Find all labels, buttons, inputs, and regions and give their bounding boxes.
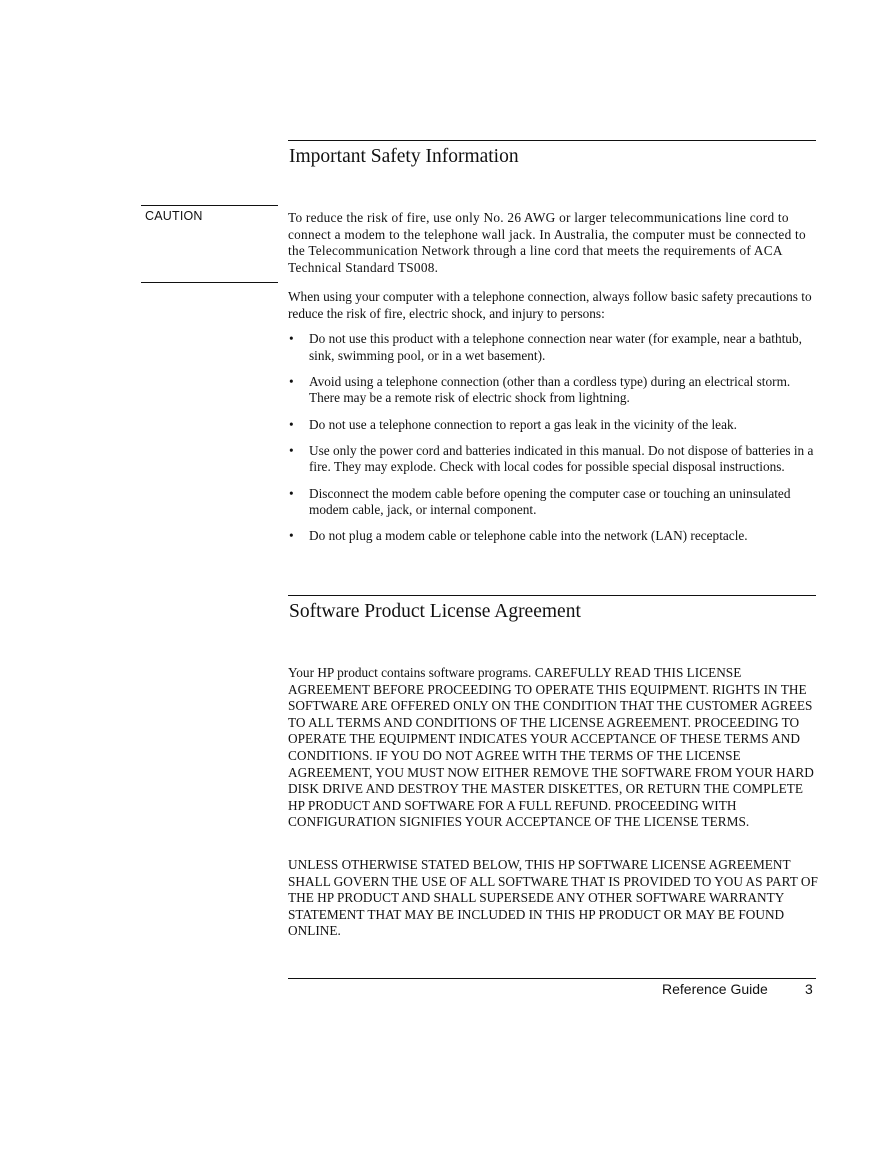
heading-license: Software Product License Agreement (289, 601, 581, 622)
license-paragraph-2: UNLESS OTHERWISE STATED BELOW, THIS HP SOFTWARE LICENSE AGREEMENT SHALL GOVERN THE USE OF ALL SOFTWARE THAT IS PROVIDED TO YOU AS PART OF THE HP PRODUCT AND SHALL SUPERSEDE ANY OTHER SOFTWARE WARRANTY STATEMENT THAT MAY BE INCLUDED IN THIS HP PRODUCT OR MAY BE FOUND ONLINE. (288, 857, 818, 939)
footer-title: Reference Guide (662, 981, 768, 997)
list-item-text: Disconnect the modem cable before opening the computer case or touching an uninsulated modem cable, jack, or internal component. (309, 485, 791, 518)
list-item (288, 331, 818, 364)
list-item-text: Use only the power cord and batteries indicated in this manual. Do not dispose of batteries in a fire. They may explode. Check with local codes for possible special disposal instructions. (309, 442, 814, 475)
bullet-icon: • (289, 528, 294, 544)
footer-rule (288, 978, 816, 979)
bullet-icon: • (289, 485, 294, 501)
list-item (288, 374, 818, 407)
list-item (288, 443, 818, 476)
bullet-icon: • (289, 416, 294, 432)
caution-label: CAUTION (145, 209, 203, 223)
list-item-text: Avoid using a telephone connection (other than a cordless type) during an electrical storm. There may be a remote risk of electric shock from lightning. (309, 373, 791, 406)
safety-intro: When using your computer with a telephone connection, always follow basic safety precautions to reduce the risk of fire, electric shock, and injury to persons: (288, 289, 812, 321)
bullet-icon: • (289, 373, 294, 389)
list-item-text: Do not use this product with a telephone connection near water (for example, near a bathtub, sink, swimming pool, or in a wet basement). (309, 331, 802, 363)
list-item (288, 486, 818, 519)
caution-text: To reduce the risk of fire, use only No. 26 AWG or larger telecommunications line cord to connect a modem to the telephone wall jack. In Australia, the computer must be connected to the Telecommunication Network through a line cord that meets the requirements of ACA Technical Standard TS008. (288, 210, 806, 275)
list-item (288, 528, 818, 545)
section-rule-safety (288, 140, 816, 141)
safety-bullet-list (288, 331, 818, 555)
caution-bottom-rule (141, 282, 278, 283)
bullet-icon: • (289, 442, 294, 458)
page-number: 3 (805, 981, 813, 997)
caution-top-rule (141, 205, 278, 206)
heading-safety: Important Safety Information (289, 146, 519, 167)
list-item-text: Do not use a telephone connection to report a gas leak in the vicinity of the leak. (309, 416, 737, 432)
list-item-text: Do not plug a modem cable or telephone cable into the network (LAN) receptacle. (309, 528, 748, 544)
license-paragraph-1: Your HP product contains software programs. CAREFULLY READ THIS LICENSE AGREEMENT BEFORE PROCEEDING TO OPERATE THIS EQUIPMENT. RIGHTS IN THE SOFTWARE ARE OFFERED ONLY ON THE CONDITION THAT THE CUSTOMER AGREES TO ALL TERMS AND CONDITIONS OF THE LICENSE AGREEMENT. PROCEEDING TO OPERATE THE EQUIPMENT INDICATES YOUR ACCEPTANCE OF THESE TERMS AND CONDITIONS. IF YOU DO NOT AGREE WITH THE TERMS OF THE LICENSE AGREEMENT, YOU MUST NOW EITHER REMOVE THE SOFTWARE FROM YOUR HARD DISK DRIVE AND DESTROY THE MASTER DISKETTES, OR RETURN THE COMPLETE HP PRODUCT AND SOFTWARE FOR A FULL REFUND. PROCEEDING WITH CONFIGURATION SIGNIFIES YOUR ACCEPTANCE OF THE LICENSE TERMS. (288, 665, 814, 830)
list-item (288, 417, 818, 434)
section-rule-license (288, 595, 816, 596)
bullet-icon: • (289, 331, 294, 346)
